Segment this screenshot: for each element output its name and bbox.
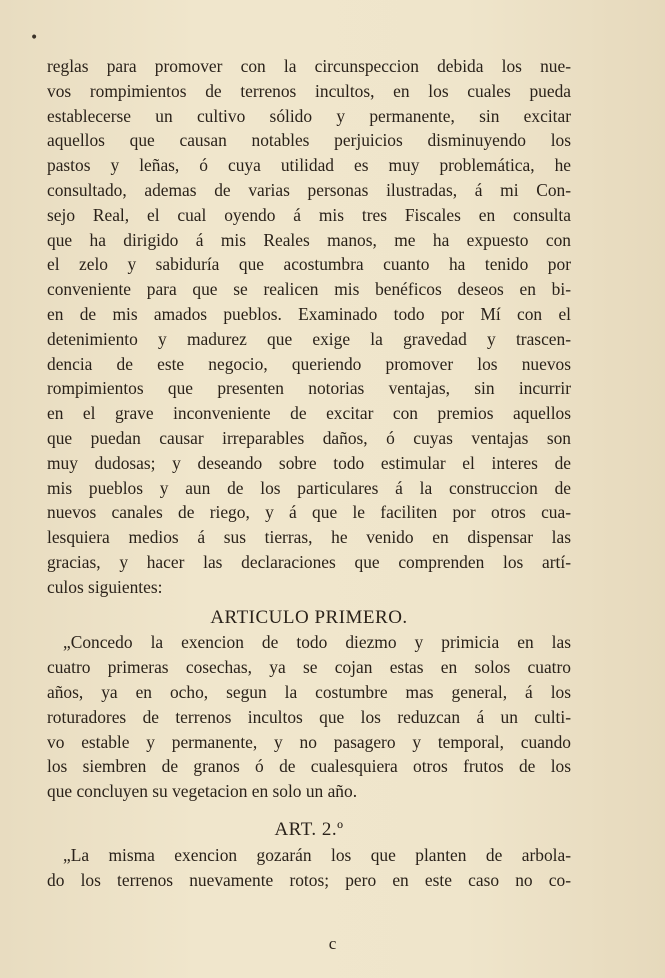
text-line: vos rompimientos de terrenos incultos, en los cuales pueda <box>47 80 571 101</box>
text-line: consultado, ademas de varias personas ilustradas, á mi Con- <box>47 179 571 200</box>
article-heading: ART. 2.º <box>274 818 344 840</box>
corner-mark: • <box>30 30 39 46</box>
text-line: rompimientos que presenten notorias ventajas, sin incurrir <box>47 378 571 399</box>
text-line: detenimiento y madurez que exige la gravedad y trascen- <box>47 328 571 349</box>
text-line: reglas para promover con la circunspeccion debida los nue- <box>47 56 571 76</box>
text-line: „La misma exencion gozarán los que planten de arbola- <box>63 844 571 865</box>
text-line: dencia de este negocio, queriendo promover los nuevos <box>47 353 571 374</box>
body-text <box>47 54 571 892</box>
text-line: nuevos canales de riego, y á que le faciliten por otros cua- <box>47 502 571 523</box>
text-line: roturadores de terrenos incultos que los reduzcan á un culti- <box>47 706 571 727</box>
text-line: que puedan causar irreparables daños, ó cuyas ventajas son <box>47 427 571 448</box>
text-line: que ha dirigido á mis Reales manos, me ha expuesto con <box>47 229 571 250</box>
text-line: mis pueblos y aun de los particulares á la construccion de <box>47 477 571 498</box>
text-line: aquellos que causan notables perjuicios disminuyendo los <box>47 130 571 151</box>
article-1 <box>47 606 571 804</box>
text-line: culos siguientes: <box>47 576 163 597</box>
text-line: el zelo y sabiduría que acostumbra cuanto ha tenido por <box>47 254 571 275</box>
text-line: cuatro primeras cosechas, ya se cojan estas en solos cuatro <box>47 657 571 678</box>
article-heading: ARTICULO PRIMERO. <box>210 606 408 628</box>
text-line: en el grave inconveniente de excitar con premios aquellos <box>47 403 571 424</box>
text-line: do los terrenos nuevamente rotos; pero en este caso no co- <box>47 869 571 890</box>
text-line: conveniente para que se realicen mis benéficos deseos en bi- <box>47 279 571 300</box>
text-line: pastos y leñas, ó cuya utilidad es muy problemática, he <box>47 155 571 176</box>
text-line: „Concedo la exencion de todo diezmo y primicia en las <box>63 632 571 653</box>
text-line: vo estable y permanente, y no pasagero y temporal, cuando <box>47 731 571 752</box>
text-line: años, ya en ocho, segun la costumbre mas general, á los <box>47 681 571 702</box>
text-line: lesquiera medios á sus tierras, he venido en dispensar las <box>47 527 571 548</box>
text-line: que concluyen su vegetacion en solo un año. <box>47 781 358 802</box>
paragraph-intro <box>47 54 571 600</box>
text-line: en de mis amados pueblos. Examinado todo por Mí con el <box>47 303 571 324</box>
text-line: gracias, y hacer las declaraciones que comprenden los artí- <box>47 551 571 572</box>
signature-mark: c <box>328 934 337 953</box>
spacer <box>47 804 571 818</box>
text-line: muy dudosas; y deseando sobre todo estimular el interes de <box>47 452 571 473</box>
text-line: sejo Real, el cual oyendo á mis tres Fiscales en consulta <box>47 204 571 225</box>
text-line: establecerse un cultivo sólido y permanente, sin excitar <box>47 105 571 126</box>
text-line: los siembren de granos ó de cualesquiera otros frutos de los <box>47 756 571 777</box>
article-2 <box>47 818 571 892</box>
